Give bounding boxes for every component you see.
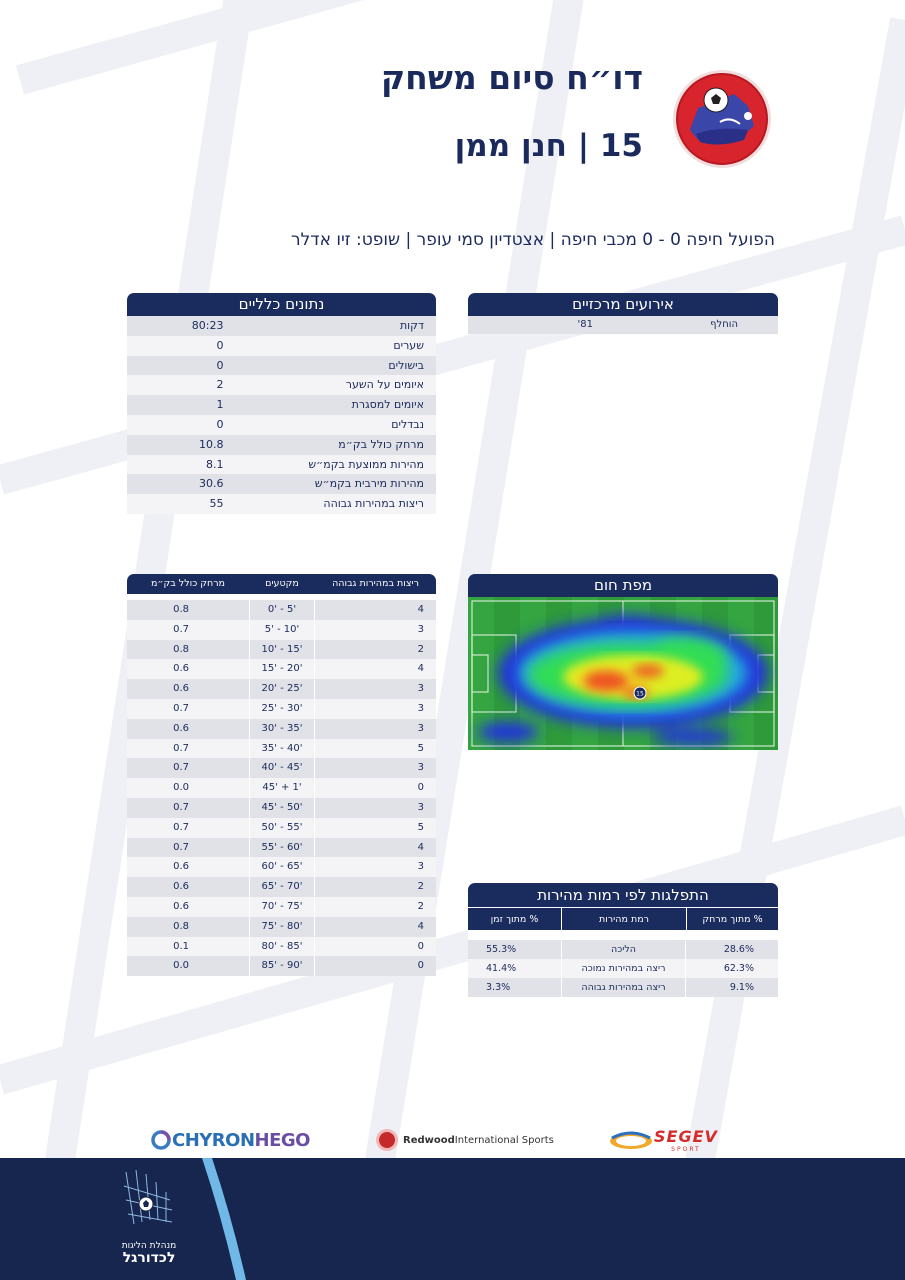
sprints-cell: 4: [417, 604, 424, 615]
distance-cell: 0.1: [173, 940, 189, 952]
stat-value: 0: [216, 338, 224, 352]
table-row: [127, 758, 436, 778]
player-marker: 15: [636, 690, 644, 698]
sprints-cell: 5: [417, 742, 424, 754]
stat-label: מהירות מירבית בקמ״ש: [314, 477, 424, 491]
distance-cell: 0.7: [173, 702, 189, 714]
stat-label: בישולים: [388, 358, 424, 372]
distance-pct-cell: 28.6%: [723, 944, 754, 955]
table-row: [127, 838, 436, 858]
intervals-header: [127, 574, 436, 594]
stat-row: [127, 336, 436, 356]
table-row: [127, 699, 436, 719]
table-row: [127, 897, 436, 917]
league-name: [104, 1240, 194, 1264]
stat-value: 0: [216, 417, 224, 431]
stat-row: [127, 455, 436, 475]
col-distance-pct: % מתוך מרחק: [686, 908, 778, 930]
time-pct-cell: 3.3%: [486, 982, 511, 993]
segment-cell: 85' - 90': [249, 956, 315, 976]
table-row: [127, 857, 436, 877]
distance-cell: 0.6: [173, 722, 189, 734]
stat-row: [127, 415, 436, 435]
sprints-cell: 3: [417, 683, 424, 695]
stat-label: מרחק כולל בק״מ: [338, 437, 424, 451]
heatmap-pitch: [468, 597, 778, 750]
sprints-cell: 3: [417, 861, 424, 873]
time-pct-cell: 55.3%: [486, 944, 517, 955]
chyronhego-logo: [150, 1125, 310, 1155]
general-stats-table: [127, 316, 436, 514]
segment-cell: 55' - 60': [249, 838, 315, 858]
key-events-panel: [468, 293, 778, 334]
col-distance: מרחק כולל בק״מ: [150, 578, 226, 589]
intervals-panel: [127, 574, 436, 976]
event-row: [468, 316, 778, 334]
segment-cell: 10' - 15': [249, 640, 315, 660]
stat-row: [127, 494, 436, 514]
sprints-cell: 3: [417, 623, 424, 635]
stat-row: [127, 435, 436, 455]
distance-cell: 0.8: [173, 604, 189, 615]
segment-cell: 75' - 80': [249, 917, 315, 937]
speed-distribution-title: התפלגות לפי רמות מהירות: [468, 883, 778, 907]
player-name: 15 | חנן ממן: [454, 128, 643, 164]
stat-value: 55: [209, 497, 224, 511]
sprints-cell: 3: [417, 702, 424, 714]
chyron-ring-icon: [150, 1129, 172, 1151]
time-pct-cell: 41.4%: [486, 963, 517, 974]
stat-value: 2: [216, 378, 224, 392]
segment-cell: 45' + 1': [249, 778, 315, 798]
segment-cell: 80' - 85': [249, 937, 315, 957]
segment-cell: 65' - 70': [249, 877, 315, 897]
segment-cell: 40' - 45': [249, 758, 315, 778]
stat-row: [127, 356, 436, 376]
sprints-cell: 3: [417, 801, 424, 813]
sprints-cell: 5: [417, 821, 424, 833]
event-minute: 81': [577, 319, 593, 330]
speed-level-cell: ריצה במהירות נמוכה: [561, 959, 686, 978]
speed-header: [468, 907, 778, 930]
distance-cell: 0.7: [173, 801, 189, 813]
segev-logo: [608, 1125, 718, 1155]
sprints-cell: 0: [417, 960, 424, 972]
table-row: [468, 959, 778, 978]
intervals-table: [127, 600, 436, 976]
table-row: [127, 818, 436, 838]
table-row: [468, 940, 778, 959]
table-row: [127, 640, 436, 660]
hego-text: HEGO: [254, 1129, 310, 1151]
general-stats-panel: [127, 293, 436, 514]
footer-band: [0, 1158, 905, 1280]
event-type: הוחלף: [710, 319, 738, 330]
stat-label: נבדלים: [391, 417, 424, 431]
sprints-cell: 2: [417, 643, 424, 655]
col-segment: מקטעים: [265, 578, 299, 589]
table-row: [127, 956, 436, 976]
sprints-cell: 4: [417, 841, 424, 853]
segment-cell: 5' - 10': [249, 620, 315, 640]
segment-cell: 50' - 55': [249, 818, 315, 838]
report-title: דו״ח סיום משחק: [380, 58, 643, 97]
segment-cell: 20' - 25': [249, 679, 315, 699]
stat-label: איומים למסגרת: [351, 398, 424, 412]
segev-text: SEGEV: [654, 1127, 718, 1146]
stat-label: איומים על השער: [345, 378, 424, 392]
speed-distribution-panel: [468, 883, 778, 997]
stat-value: 1: [216, 398, 224, 412]
redwood-name: Redwood: [403, 1134, 455, 1146]
col-time-pct: % מתוך זמן: [490, 914, 539, 925]
table-row: [127, 798, 436, 818]
table-row: [127, 620, 436, 640]
segev-sub: SPORT: [671, 1146, 701, 1153]
stat-label: שערים: [393, 338, 424, 352]
stat-row: [127, 316, 436, 336]
general-stats-title: נתונים כלליים: [127, 293, 436, 316]
heatmap-panel: [468, 574, 778, 750]
distance-cell: 0.8: [173, 643, 189, 655]
distance-pct-cell: 9.1%: [729, 982, 754, 993]
table-row: [127, 937, 436, 957]
table-row: [468, 978, 778, 997]
distance-cell: 0.6: [173, 900, 189, 912]
table-row: [127, 679, 436, 699]
distance-cell: 0.0: [173, 960, 189, 972]
segev-swoosh-icon: [608, 1128, 654, 1152]
distance-cell: 0.7: [173, 762, 189, 774]
distance-cell: 0.6: [173, 861, 189, 873]
segment-cell: 60' - 65': [249, 857, 315, 877]
segment-cell: 70' - 75': [249, 897, 315, 917]
table-row: [127, 917, 436, 937]
heatmap-title: מפת חום: [468, 574, 778, 597]
stat-label: דקות: [399, 319, 424, 332]
league-big: לכדורגל: [122, 1250, 176, 1266]
distance-cell: 0.7: [173, 623, 189, 635]
distance-cell: 0.6: [173, 881, 189, 893]
speed-level-cell: הליכה: [561, 940, 686, 959]
stat-value: 0: [216, 358, 224, 372]
stat-label: ריצות במהירות גבוהה: [323, 497, 424, 511]
table-row: [127, 600, 436, 620]
table-row: [127, 739, 436, 759]
segment-cell: 30' - 35': [249, 719, 315, 739]
league-small: מנהלת הליגות: [121, 1241, 177, 1251]
table-row: [127, 719, 436, 739]
speed-level-cell: ריצה במהירות גבוהה: [561, 978, 686, 997]
sprints-cell: 2: [417, 881, 424, 893]
speed-table: [468, 940, 778, 997]
segment-cell: 15' - 20': [249, 659, 315, 679]
sprints-cell: 0: [417, 782, 424, 794]
distance-cell: 0.7: [173, 742, 189, 754]
stat-row: [127, 474, 436, 494]
sprints-cell: 3: [417, 722, 424, 734]
distance-cell: 0.6: [173, 683, 189, 695]
distance-cell: 0.0: [173, 782, 189, 794]
redwood-tagline: International Sports: [454, 1134, 554, 1146]
segment-cell: 45' - 50': [249, 798, 315, 818]
distance-cell: 0.6: [173, 663, 189, 675]
stat-value: 8.1: [206, 457, 224, 471]
sprints-cell: 0: [417, 940, 424, 952]
distance-cell: 0.7: [173, 821, 189, 833]
col-speed-level: רמת מהירות: [561, 908, 686, 930]
sprints-cell: 4: [417, 663, 424, 675]
table-row: [127, 877, 436, 897]
stat-value: 10.8: [199, 437, 224, 451]
chyron-text: CHYRON: [172, 1129, 255, 1151]
club-logo: [668, 68, 776, 170]
stat-row: [127, 395, 436, 415]
sprints-cell: 2: [417, 900, 424, 912]
distance-cell: 0.7: [173, 841, 189, 853]
stat-value: 30.6: [199, 477, 224, 491]
redwood-icon: [376, 1129, 398, 1151]
col-sprints: ריצות במהירות גבוהה: [332, 578, 419, 589]
distance-cell: 0.8: [173, 920, 189, 932]
sprints-cell: 3: [417, 762, 424, 774]
stat-row: [127, 375, 436, 395]
table-row: [127, 659, 436, 679]
redwood-logo: [376, 1125, 554, 1155]
sprints-cell: 4: [417, 920, 424, 932]
segment-cell: 35' - 40': [249, 739, 315, 759]
distance-pct-cell: 62.3%: [723, 963, 754, 974]
segment-cell: 0' - 5': [249, 600, 315, 620]
stat-value: 80:23: [191, 319, 224, 332]
match-info: הפועל חיפה 0 - 0 מכבי חיפה | אצטדיון סמי עופר | שופט: זיו אדלר: [291, 230, 775, 250]
key-events-title: אירועים מרכזיים: [468, 293, 778, 316]
stat-label: מהירות ממוצעת בקמ״ש: [308, 457, 424, 471]
segment-cell: 25' - 30': [249, 699, 315, 719]
table-row: [127, 778, 436, 798]
